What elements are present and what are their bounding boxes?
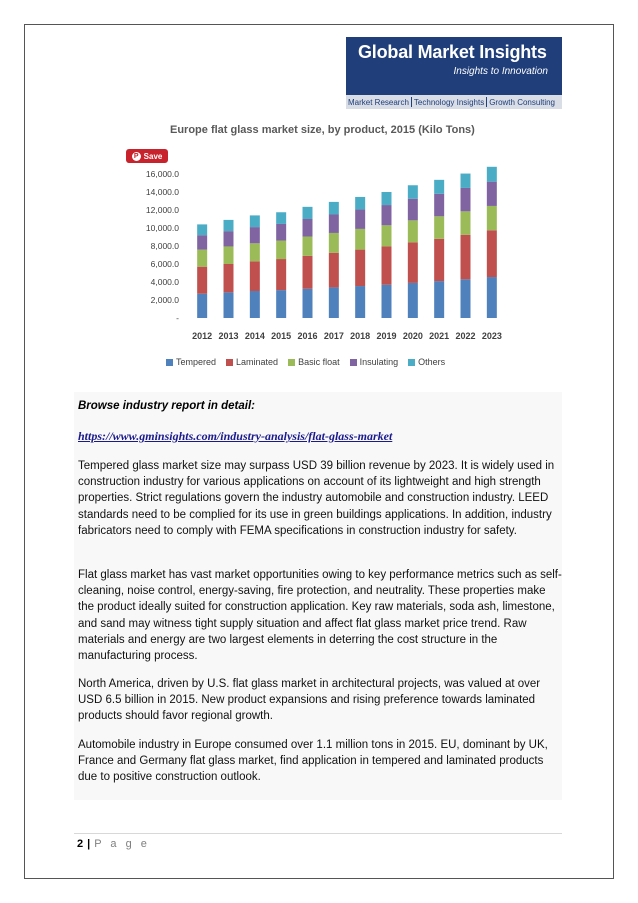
paragraph-europe-automobile: Automobile industry in Europe consumed over 1.1 million tons in 2015. EU, dominant by UK, France and Germany flat glass market, find application in tempered and laminated products due to positive construction outlook.	[78, 739, 548, 784]
bar-segment	[303, 289, 313, 318]
bar-segment	[382, 246, 392, 284]
bar-segment	[461, 235, 471, 280]
bar-segment	[197, 235, 207, 249]
pinterest-icon: P	[132, 152, 141, 161]
legend-item-others	[408, 357, 445, 367]
y-tick-label: 8,000.0	[150, 241, 179, 251]
logo-link-growth-consulting: Growth Consulting	[489, 97, 555, 107]
y-tick-label: -	[176, 313, 179, 323]
browse-label: Browse industry report in detail:	[78, 400, 255, 412]
bar-segment	[355, 210, 365, 229]
legend-item-insulating	[350, 357, 399, 367]
bar-segment	[461, 279, 471, 318]
save-button[interactable]	[126, 149, 168, 163]
y-tick-label: 14,000.0	[145, 187, 179, 197]
legend-item-tempered	[166, 357, 216, 367]
x-tick-label: 2012	[192, 331, 213, 341]
bar-segment	[250, 261, 260, 291]
bar-segment	[276, 290, 286, 318]
bar-segment	[250, 243, 260, 261]
logo-link-market-research: Market Research	[348, 97, 409, 107]
legend-label: Tempered	[176, 357, 217, 367]
bar-segment	[355, 250, 365, 286]
bar-segment	[408, 199, 418, 221]
y-tick-label: 4,000.0	[150, 277, 179, 287]
bar-segment	[197, 224, 207, 235]
bar-segment	[434, 180, 444, 194]
legend-label: Laminated	[236, 357, 279, 367]
bar-segment	[224, 220, 234, 231]
x-tick-label: 2013	[218, 331, 239, 341]
bar-segment	[329, 233, 339, 253]
report-link[interactable]: https://www.gminsights.com/industry-analysis/flat-glass-market	[78, 429, 393, 443]
bar-segment	[276, 224, 286, 241]
x-tick-label: 2022	[455, 331, 476, 341]
y-tick-label: 10,000.0	[145, 223, 179, 233]
bar-segment	[487, 277, 497, 318]
bar-segment	[250, 227, 260, 243]
bar-segment	[461, 188, 471, 211]
bar-segment	[461, 211, 471, 234]
bar-segment	[382, 225, 392, 246]
bar-segment	[487, 230, 497, 277]
bar-segment	[197, 267, 207, 294]
logo-tagline: Insights to Innovation	[453, 66, 548, 77]
y-tick-label: 6,000.0	[150, 259, 179, 269]
legend-label: Others	[418, 357, 446, 367]
legend-label: Insulating	[359, 357, 399, 367]
y-tick-label: 16,000.0	[145, 169, 179, 179]
legend-item-basic-float	[288, 357, 340, 367]
bar-segment	[224, 231, 234, 246]
bar-segment	[303, 219, 313, 237]
x-tick-label: 2019	[376, 331, 397, 341]
page-number: 2	[77, 838, 84, 850]
page-footer	[77, 838, 150, 850]
page-label: P a g e	[94, 838, 150, 850]
logo-title: Global Market Insights	[358, 42, 547, 62]
x-tick-label: 2020	[402, 331, 423, 341]
bar-segment	[434, 239, 444, 281]
x-tick-label: 2014	[244, 331, 265, 341]
bar-segment	[329, 202, 339, 215]
bar-segment	[434, 194, 444, 217]
bar-segment	[355, 197, 365, 210]
bar-segment	[250, 215, 260, 227]
bar-segment	[224, 246, 234, 264]
bar-segment	[197, 294, 207, 318]
bar-segment	[276, 212, 286, 224]
chart-title: Europe flat glass market size, by product, 2015 (Kilo Tons)	[170, 124, 475, 136]
bar-segment	[487, 167, 497, 182]
bar-segment	[487, 182, 497, 206]
bar-segment	[434, 216, 444, 239]
legend-label: Basic float	[298, 357, 340, 367]
bar-segment	[329, 287, 339, 318]
paragraph-market-opportunities: Flat glass market has vast market opportunities owing to key performance metrics such as self-cleaning, noise control, energy-saving, fire protection, and neutrality. These properties make the product ideally suited for construction application. Key raw materials, soda ash, limestone, and sand may witness tight supply situation and affect flat glass market price trend. Raw materials and energy are two largest elements in deterring the cost structure in the manufacturing process.	[78, 569, 562, 663]
bar-segment	[224, 292, 234, 318]
x-tick-label: 2023	[481, 331, 502, 341]
bar-segment	[329, 253, 339, 288]
bar-segment	[303, 256, 313, 289]
chart-legend	[166, 357, 445, 367]
save-button-label: Save	[143, 151, 163, 161]
bar-segment	[303, 207, 313, 219]
bar-segment	[382, 205, 392, 225]
bar-segment	[276, 241, 286, 259]
legend-swatch	[226, 359, 233, 366]
bar-segment	[408, 220, 418, 242]
x-tick-label: 2017	[323, 331, 344, 341]
footer-separator: |	[87, 838, 91, 850]
bar-segment	[303, 237, 313, 256]
bar-segment	[382, 192, 392, 205]
legend-swatch	[166, 359, 173, 366]
legend-swatch	[408, 359, 415, 366]
bar-segment	[461, 174, 471, 188]
bar-segment	[408, 185, 418, 199]
article-body	[74, 392, 562, 800]
bar-segment	[487, 206, 497, 230]
bar-segment	[329, 215, 339, 233]
bar-segment	[197, 250, 207, 267]
footer-divider	[74, 833, 562, 834]
bar-segment	[276, 259, 286, 290]
x-tick-label: 2018	[350, 331, 371, 341]
bar-segment	[224, 264, 234, 292]
x-tick-label: 2016	[297, 331, 318, 341]
x-tick-label: 2021	[429, 331, 450, 341]
paragraph-tempered-glass: Tempered glass market size may surpass USD 39 billion revenue by 2023. It is widely used in construction industry for various applications on account of its lightweight and high strength properties. Strict regulations govern the industry automobile and construction industry. LEED standards need to be complied for its use in green buildings applications. In addition, industry fabricators need to comply with FEMA specifications in construction industry for safety.	[78, 460, 555, 537]
bar-segment	[434, 281, 444, 318]
legend-swatch	[288, 359, 295, 366]
bar-segment	[382, 285, 392, 318]
bar-segment	[355, 229, 365, 250]
y-tick-label: 2,000.0	[150, 295, 179, 305]
logo-link-technology-insights: Technology Insights	[413, 97, 485, 107]
bar-segment	[355, 286, 365, 318]
legend-swatch	[350, 359, 357, 366]
bar-segment	[250, 291, 260, 318]
paragraph-north-america: North America, driven by U.S. flat glass market in architectural projects, was valued at over USD 6.5 billion in 2015. New product expansions and rising preference towards laminated products should favor regional growth.	[78, 678, 541, 723]
bar-segment	[408, 283, 418, 318]
x-tick-label: 2015	[271, 331, 292, 341]
bar-segment	[408, 242, 418, 283]
y-tick-label: 12,000.0	[145, 205, 179, 215]
legend-item-laminated	[226, 357, 278, 367]
bar-chart	[0, 0, 638, 380]
